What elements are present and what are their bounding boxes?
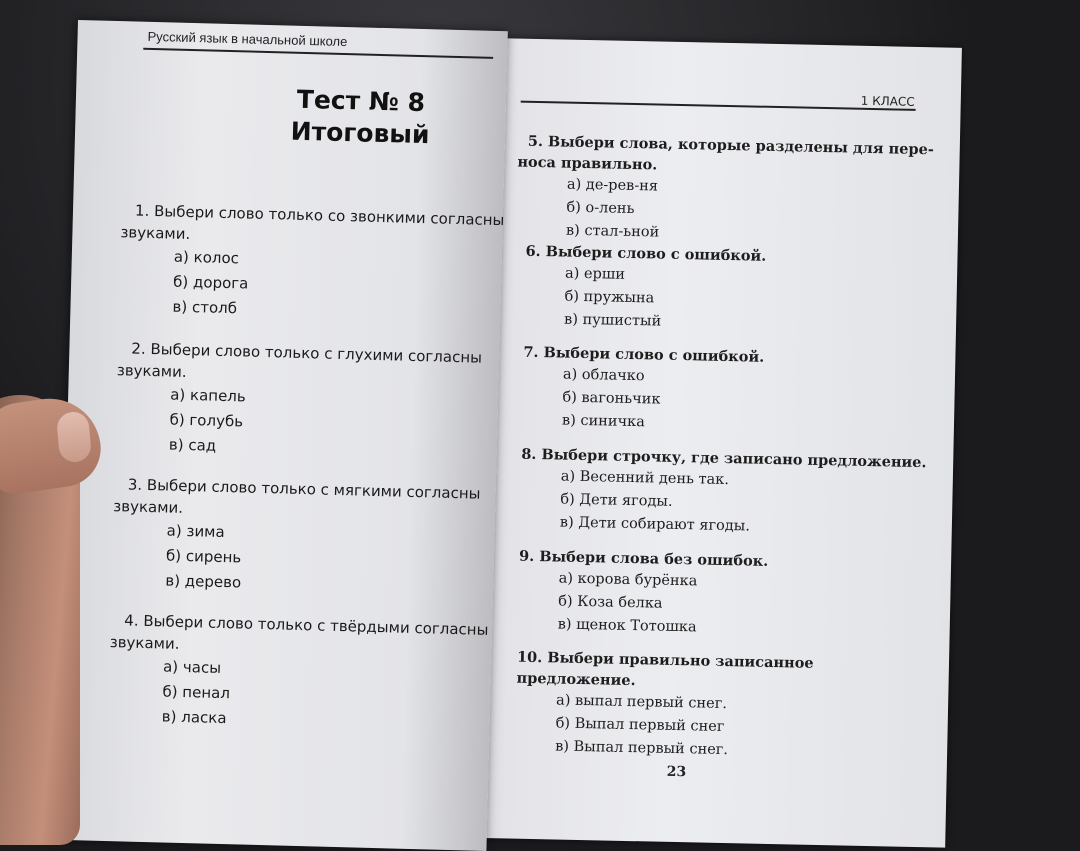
answer-option: б) сирень [165, 546, 242, 567]
answer-option: в) сад [168, 435, 217, 455]
answer-option: б) пружына [564, 288, 655, 307]
question-title: 10. Выбери правильно записанное предложение. [516, 648, 814, 690]
question-title-cont: звуками. [120, 223, 191, 244]
answer-option: а) зима [166, 521, 225, 542]
answer-option: б) пенал [162, 682, 231, 703]
question-title-cont: звуками. [116, 361, 187, 381]
question-title-text: 2. Выбери слово только с глухими согласны [131, 339, 483, 367]
answer-option: в) стал-ьной [565, 222, 660, 241]
page-number: 23 [666, 763, 687, 781]
question-title: 7. Выбери слово с ошибкой. [523, 343, 765, 366]
answer-option: а) выпал первый снег. [555, 692, 728, 713]
question-title-text: 4. Выбери слово только с твёрдыми согласны [124, 611, 489, 639]
thumbnail [56, 411, 92, 464]
answer-option: а) ерши [564, 265, 626, 283]
question-1 [120, 200, 515, 329]
answer-option: б) Коза белка [558, 593, 663, 612]
answer-option: в) щенок Тотошка [557, 616, 697, 636]
answer-option: а) Весенний день так. [560, 468, 730, 489]
question-title-text: 3. Выбери слово только с мягкими согласны [127, 475, 481, 503]
answer-option: в) пушистый [563, 311, 662, 330]
left-page [57, 20, 508, 851]
answer-option: в) столб [172, 297, 238, 318]
answer-option: б) о-лень [566, 199, 635, 218]
question-7 [522, 342, 934, 441]
header-rule [143, 48, 493, 59]
question-4 [109, 609, 504, 738]
question-2 [116, 338, 512, 467]
question-title: 9. Выбери слова без ошибок. [518, 547, 769, 570]
question-title-cont: звуками. [109, 633, 180, 653]
test-title [270, 83, 452, 152]
question-8 [520, 444, 932, 543]
answer-option: в) Выпал первый снег. [555, 738, 729, 759]
running-header: Русский язык в начальной школе [147, 28, 348, 50]
answer-option: а) де-рев-ня [566, 176, 659, 195]
question-title-cont: носа правильно. [517, 153, 658, 174]
answer-option: б) вагоньчик [562, 389, 661, 408]
test-subtitle: Итоговый [290, 116, 430, 150]
answer-option: б) голубь [169, 410, 244, 431]
question-10 [515, 647, 927, 767]
answer-option: а) капель [169, 385, 246, 406]
question-6 [524, 241, 936, 340]
header-rule [521, 101, 916, 111]
answer-option: в) Дети собирают ягоды. [559, 514, 751, 535]
question-3 [113, 473, 508, 602]
right-page [475, 38, 962, 848]
answer-option: б) дорога [172, 272, 249, 293]
answer-option: б) Дети ягоды. [560, 491, 673, 510]
question-title: 8. Выбери строчку, где записано предложение. [521, 445, 927, 472]
answer-option: а) корова бурёнка [558, 570, 698, 590]
answer-option: а) облачко [562, 366, 645, 385]
answer-option: в) дерево [165, 571, 242, 592]
question-title: 5. Выбери слова, которые разделены для пере- [527, 132, 934, 159]
question-title-cont: звуками. [113, 497, 184, 517]
question-5 [517, 131, 938, 251]
question-title-text: 1. Выбери слово только со звонкими согласны [134, 201, 505, 230]
answer-option: б) Выпал первый снег [555, 715, 725, 736]
answer-option: в) синичка [561, 412, 645, 431]
answer-option: а) колос [173, 247, 240, 268]
test-number: Тест № 8 [296, 84, 426, 118]
grade-label: 1 КЛАСС [860, 93, 915, 109]
answer-option: в) ласка [161, 707, 227, 728]
question-title: 6. Выбери слово с ошибкой. [525, 242, 767, 265]
answer-option: а) часы [162, 657, 222, 677]
question-9 [517, 546, 929, 645]
